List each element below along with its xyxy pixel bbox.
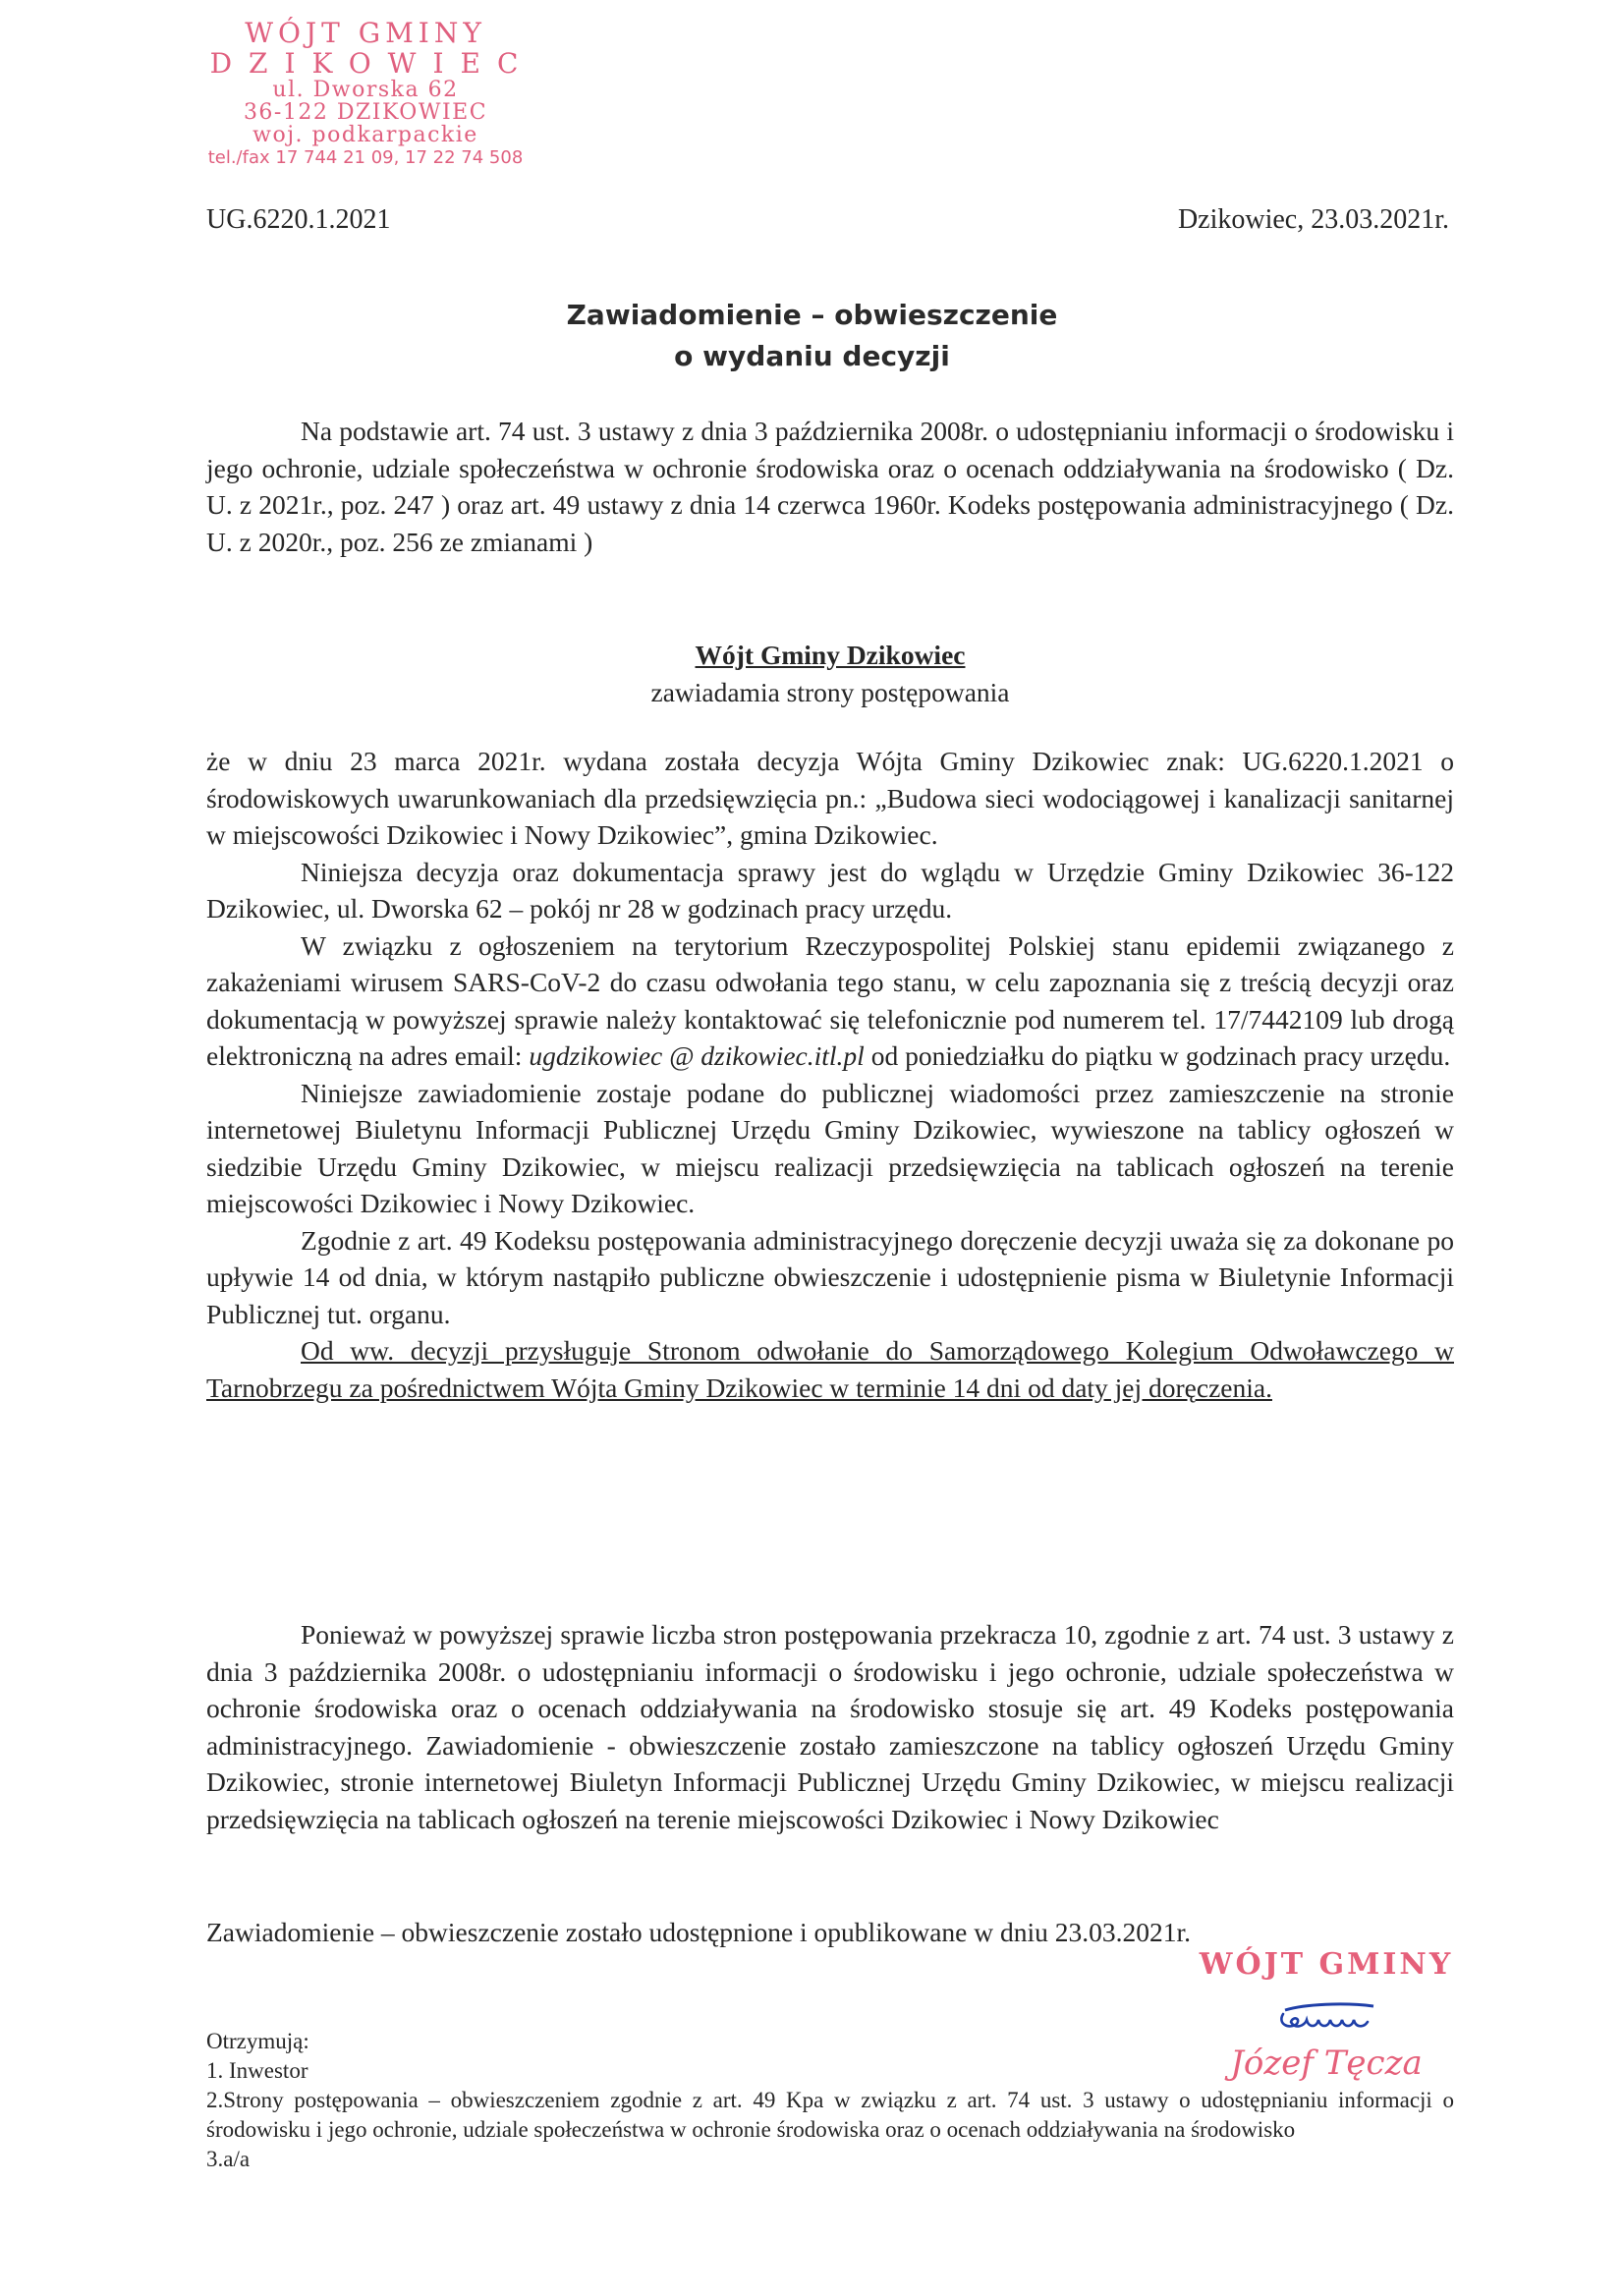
signature-block (1174, 1947, 1479, 2083)
parties-section (206, 1616, 1454, 1837)
office-stamp (169, 18, 562, 170)
signature-title: WÓJT GMINY (1199, 1947, 1454, 1982)
legal-basis-paragraph: Na podstawie art. 74 ust. 3 ustawy z dnia 3 października 2008r. o udostępnianiu informacji o środowisku i jego ochronie, udziale społeczeństwa w ochronie środowiska oraz o ocenach oddziaływania na środowisko ( Dz. U. z 2021r., poz. 247 ) oraz art. 49 ustawy z dnia 14 czerwca 1960r. Kodeks postępowania administracyjnego ( Dz. U. z 2020r., poz. 256 ze zmianami ) (206, 416, 1454, 557)
email-link[interactable]: ugdzikowiec @ dzikowiec.itl.pl (529, 1040, 865, 1071)
recipients-label: Otrzymują: (206, 2029, 309, 2053)
parties-count-paragraph: Ponieważ w powyższej sprawie liczba stron postępowania przekracza 10, zgodnie z art. 74 ust. 3 ustawy z dnia 3 października 2008r. o udostępnianiu informacji o środowisku i jego ochronie, udziale społeczeństwa w ochronie środowiska oraz o ocenach oddziaływania na środowisko stosuje się art. 49 Kodeks postępowania administracyjnego. Zawiadomienie - obwieszczenie zostało zamieszczone na tablicy ogłoszeń Urzędu Gminy Dzikowiec, stronie internetowej Biuletyn Informacji Publicznej Urzędu Gminy Dzikowiec, w miejscu realizacji przedsięwzięcia na tablicach ogłoszeń na terenie miejscowości Dzikowiec i Nowy Dzikowiec (206, 1619, 1454, 1834)
recipient-item: 1. Inwestor (206, 2058, 308, 2083)
authority-name: Wójt Gminy Dzikowiec (695, 640, 966, 670)
signatory-name: Józef Tęcza (1230, 2044, 1423, 2083)
appeal-paragraph: Od ww. decyzji przysługuje Stronom odwołanie do Samorządowego Kolegium Odwoławczego w Tarnobrzegu za pośrednictwem Wójta Gminy Dzikowiec w terminie 14 dni od daty jej doręczenia. (206, 1335, 1454, 1403)
decision-paragraph: że w dniu 23 marca 2021r. wydana została decyzja Wójta Gminy Dzikowiec znak: UG.6220.1.2021 o środowiskowych uwarunkowaniach dla przedsięwzięcia pn.: „Budowa sieci wodociągowej i kanalizacji sanitarnej w miejscowości Dzikowiec i Nowy Dzikowiec”, gmina Dzikowiec. (206, 746, 1454, 850)
title-line-2: o wydaniu decyzji (674, 340, 950, 372)
epidemic-text-end: od poniedziałku do piątku w godzinach pracy urzędu. (864, 1040, 1451, 1071)
legal-basis-section (206, 413, 1454, 560)
epidemic-text: W związku z ogłoszeniem na terytorium Rzeczypospolitej Polskiej stanu epidemii związanego z zakażeniami wirusem SARS-CoV-2 do czasu odwołania tego stanu, w celu zapoznania się z treścią decyzji oraz dokumentacją w powyższej sprawie należy kontaktować się telefonicznie pod numerem tel. 17/7442109 lub drogą elektroniczną na adres email: (206, 929, 1454, 1071)
stamp-line-voivodeship: woj. podkarpackie (252, 123, 478, 147)
stamp-line-street: ul. Dworska 62 (272, 78, 459, 102)
stamp-line-postal: 36-122 DZIKOWIEC (243, 100, 488, 125)
place-and-date: Dzikowiec, 23.03.2021r. (1177, 204, 1449, 235)
stamp-line-municipality: DZIKOWIEC (209, 47, 535, 80)
delivery-paragraph: Zgodnie z art. 49 Kodeksu postępowania administracyjnego doręczenie decyzji uważa się za dokonane po upływie 14 od dnia, w którym nastąpiło publiczne obwieszczenie i udostępnienie pisma w Biuletynie Informacji Publicznej tut. organu. (206, 1224, 1454, 1329)
published-on-line: Zawiadomienie – obwieszczenie zostało udostępnione i opublikowane w dniu 23.03.2021r. (206, 1917, 1191, 1947)
recipient-item: 3.a/a (206, 2147, 251, 2171)
notice-body (206, 743, 1454, 1406)
publication-date-section (206, 1914, 1454, 1951)
epidemic-paragraph (206, 927, 1454, 1075)
publication-paragraph: Niniejsze zawiadomienie zostaje podane do publicznej wiadomości przez zamieszczenie na stronie internetowej Biuletynu Informacji Publicznej Urzędu Gminy Dzikowiec, wywieszone na tablicy ogłoszeń w siedzibie Urzędu Gminy Dzikowiec, w miejscu realizacji przedsięwzięcia na tablicach ogłoszeń na terenie miejscowości Dzikowiec i Nowy Dzikowiec. (206, 1077, 1454, 1218)
authority-action: zawiadamia strony postępowania (650, 676, 1010, 707)
title-line-1: Zawiadomienie – obwieszczenie (566, 299, 1058, 331)
recipient-item: 2.Strony postępowania – obwieszczeniem zgodnie z art. 49 Kpa w związku z art. 74 ust. 3 ustawy o udostępnianiu informacji o środowisku i jego ochronie, udziale społeczeństwa w ochronie środowiska oraz o ocenach oddziaływania na środowisko (206, 2088, 1454, 2142)
inspection-paragraph: Niniejsza decyzja oraz dokumentacja sprawy jest do wglądu w Urzędzie Gminy Dzikowiec 36-122 Dzikowiec, ul. Dworska 62 – pokój nr 28 w godzinach pracy urzędu. (206, 856, 1454, 924)
stamp-line-title: WÓJT GMINY (245, 17, 486, 49)
reference-number: UG.6220.1.2021 (206, 204, 391, 235)
stamp-line-phone: tel./fax 17 744 21 09, 17 22 74 508 (207, 147, 524, 168)
authority-block (206, 637, 1454, 710)
document-title (0, 295, 1624, 377)
recipients-section (206, 2027, 1493, 2174)
